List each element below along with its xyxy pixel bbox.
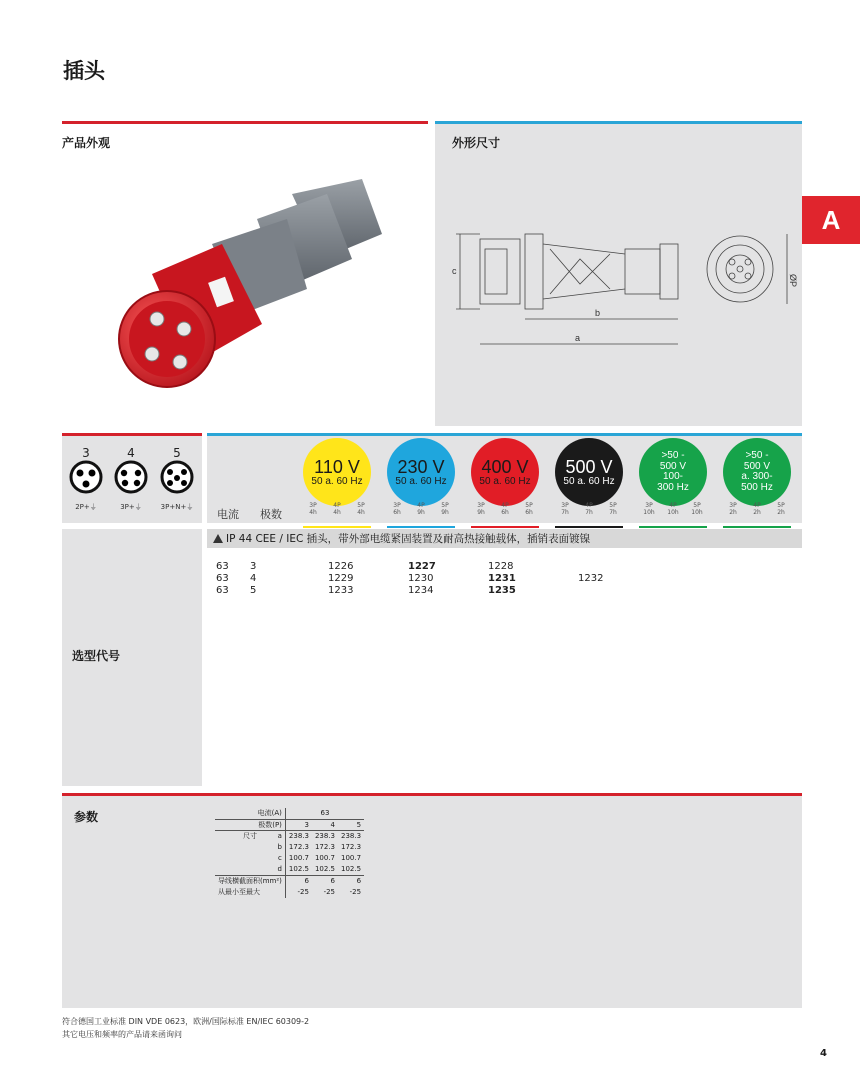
voltage-value: 500 V	[565, 456, 613, 477]
pole-count: 4	[127, 446, 135, 460]
param-dim-value: 100.7	[341, 854, 362, 863]
row-poles: 3	[250, 561, 257, 572]
dimension-drawing	[450, 224, 800, 374]
param-pole: 3	[285, 819, 312, 830]
hour-code: 10h	[667, 508, 679, 516]
footnote-2: 其它电压和频率的产品请来函询问	[62, 1030, 182, 1039]
warning-text: IP 44 CEE / IEC 插头，带外部电缆紧固装置及耐高热接触载体，插销表面镀镍	[226, 533, 591, 545]
pole-hour-label	[389, 503, 405, 517]
page-title: 插头	[63, 59, 105, 83]
voltage-color-bar	[723, 526, 791, 528]
appearance-label: 产品外观	[62, 136, 111, 150]
pole-4	[110, 446, 152, 512]
pole-hour-label	[521, 503, 537, 517]
page-number: 4	[820, 1048, 827, 1059]
voltage-value: 230 V	[397, 456, 445, 477]
pole-hour-label	[473, 503, 489, 517]
dim-p: ØP	[788, 274, 798, 288]
pole-3	[66, 446, 106, 512]
param-dim-value: 100.7	[314, 854, 335, 863]
row-poles: 4	[250, 573, 257, 584]
hour-code: 9h	[417, 508, 425, 516]
pole-code: 5P	[693, 502, 701, 509]
row-current: 63	[216, 561, 229, 572]
pole-code: 4P	[585, 502, 593, 509]
footnote-1: 符合德国工业标准 DIN VDE 0623，欧洲/国际标准 EN/IEC 60309-2	[62, 1017, 310, 1026]
pole-label: 2P+⏚	[75, 503, 97, 511]
hour-code: 7h	[561, 508, 569, 516]
order-code: 1231	[488, 573, 516, 584]
voltage-text: 300 Hz	[657, 481, 689, 493]
hour-code: 2h	[753, 508, 761, 516]
param-size-label: 尺寸	[243, 832, 257, 841]
param-pole: 5	[338, 819, 364, 830]
pole-code: 3P	[729, 502, 737, 509]
param-cross: 6	[330, 876, 335, 885]
param-poles-label: 极数(P)	[215, 819, 285, 830]
params-panel	[62, 793, 802, 1008]
param-current-label: 电流(A)	[215, 808, 285, 819]
warning-bar	[207, 529, 802, 548]
param-current-value: 63	[285, 808, 364, 819]
pole-hour-label	[557, 503, 573, 517]
pole-5	[154, 446, 200, 512]
dim-a: a	[575, 333, 581, 343]
hour-code: 10h	[691, 508, 703, 516]
pole-hour-label	[725, 503, 741, 517]
pole-code: 3P	[393, 502, 401, 509]
param-dim-key: a	[272, 830, 286, 841]
param-dim-key: b	[272, 842, 286, 853]
pole-hour-label	[497, 503, 513, 517]
param-dim-key: d	[272, 864, 286, 875]
selection-label: 选型代号	[72, 649, 121, 663]
param-range: -25	[323, 887, 335, 896]
row-current: 63	[216, 573, 229, 584]
pole-code: 5P	[357, 502, 365, 509]
pole-count: 5	[173, 446, 181, 460]
param-size-label	[215, 864, 272, 875]
voltage-text: 100-	[662, 471, 683, 482]
pole-3-icon	[69, 460, 103, 494]
order-code: 1233	[328, 585, 354, 596]
param-size-label	[215, 853, 272, 864]
order-code: 1226	[328, 561, 354, 572]
hour-code: 6h	[501, 508, 509, 516]
frequency-value: 50 a. 60 Hz	[479, 475, 531, 487]
order-code: 1227	[408, 561, 436, 572]
order-code: 1235	[488, 585, 516, 596]
voltage-circle	[471, 438, 539, 506]
order-code: 1234	[408, 585, 434, 596]
param-range: -25	[297, 887, 309, 896]
voltage-value: 110 V	[314, 456, 360, 477]
pole-hour-label	[305, 503, 321, 517]
hour-code: 7h	[585, 508, 593, 516]
hour-code: 9h	[441, 508, 449, 516]
params-label: 参数	[74, 810, 99, 824]
row-current: 63	[216, 585, 229, 596]
param-range: -25	[349, 887, 362, 896]
pole-hour-label	[413, 503, 429, 517]
param-dim-value: 102.5	[338, 864, 364, 875]
param-dim-value: 100.7	[288, 854, 309, 863]
voltage-text: 500 Hz	[741, 481, 773, 493]
hour-code: 6h	[393, 508, 401, 516]
pole-code: 3P	[645, 502, 653, 509]
dim-b: b	[595, 308, 601, 318]
hour-code: 4h	[357, 508, 365, 516]
hour-code: 9h	[477, 508, 485, 516]
voltage-text: >50 -	[661, 450, 685, 461]
pole-hour-label	[749, 503, 765, 517]
pole-hour-label	[353, 503, 369, 517]
param-dim-value: 172.3	[288, 843, 309, 852]
pole-hour-label	[641, 503, 657, 517]
hour-code: 10h	[643, 508, 655, 516]
pole-hour-label	[689, 503, 705, 517]
pole-hour-label	[665, 503, 681, 517]
pole-code: 5P	[777, 502, 785, 509]
pole-code: 4P	[501, 502, 509, 509]
param-dim-value: 172.3	[314, 843, 335, 852]
warning-icon	[213, 534, 223, 543]
current-header: 电流	[217, 508, 239, 521]
param-dim-value: 102.5	[285, 864, 312, 875]
order-code: 1232	[578, 573, 604, 584]
param-cross: 6	[304, 876, 309, 885]
order-code: 1228	[488, 561, 514, 572]
hour-code: 6h	[525, 508, 533, 516]
pole-5-icon	[160, 460, 194, 494]
pole-code: 5P	[525, 502, 533, 509]
pole-code: 5P	[609, 502, 617, 509]
frequency-value: 50 a. 60 Hz	[311, 475, 363, 487]
voltage-text: a. 300-	[741, 471, 773, 482]
pole-4-icon	[114, 460, 148, 494]
voltage-circle	[723, 438, 791, 506]
param-range-label: 从最小至最大	[215, 886, 285, 897]
param-dim-value: 238.3	[288, 832, 309, 841]
voltage-text: 500 V	[743, 460, 771, 472]
pole-hour-label	[581, 503, 597, 517]
voltage-color-bar	[555, 526, 623, 528]
params-table	[215, 808, 364, 898]
hour-code: 4h	[333, 508, 341, 516]
pole-code: 4P	[753, 502, 761, 509]
appearance-panel	[62, 121, 428, 426]
order-code: 1230	[408, 573, 434, 584]
voltage-text: 500 V	[659, 460, 687, 472]
frequency-value: 50 a. 60 Hz	[563, 475, 615, 487]
hour-code: 4h	[309, 508, 317, 516]
hour-code: 2h	[777, 508, 785, 516]
voltage-text: >50 -	[745, 450, 769, 461]
order-code: 1229	[328, 573, 354, 584]
voltage-circle	[303, 438, 371, 506]
pole-code: 3P	[561, 502, 569, 509]
param-dim-key: c	[272, 853, 286, 864]
plug-image	[112, 174, 412, 404]
poles-header: 极数	[260, 508, 282, 521]
dimensions-label: 外形尺寸	[452, 136, 501, 150]
pole-code: 4P	[417, 502, 425, 509]
pole-label: 3P+⏚	[120, 503, 142, 511]
param-size-label	[215, 842, 272, 853]
voltage-color-bar	[387, 526, 455, 528]
voltage-circle	[387, 438, 455, 506]
poles-panel	[62, 433, 202, 523]
hour-code: 2h	[729, 508, 737, 516]
pole-code: 4P	[333, 502, 341, 509]
voltage-circle	[555, 438, 623, 506]
voltage-color-bar	[303, 526, 371, 528]
section-tab[interactable]: A	[802, 196, 860, 244]
param-dim-value: 238.3	[314, 832, 335, 841]
param-pole: 4	[312, 819, 338, 830]
pole-hour-label	[437, 503, 453, 517]
voltage-value: 400 V	[481, 456, 529, 477]
param-dim-value: 172.3	[341, 843, 362, 852]
pole-count: 3	[82, 446, 90, 460]
param-cross-label: 导线横截面积(mm²)	[215, 875, 285, 886]
pole-code: 3P	[309, 502, 317, 509]
frequency-value: 50 a. 60 Hz	[395, 475, 447, 487]
dimensions-panel	[435, 121, 802, 426]
voltage-circle	[639, 438, 707, 506]
voltage-color-bar	[639, 526, 707, 528]
pole-hour-label	[329, 503, 345, 517]
pole-hour-label	[773, 503, 789, 517]
pole-hour-label	[605, 503, 621, 517]
param-cross: 6	[356, 876, 362, 885]
pole-code: 4P	[669, 502, 677, 509]
pole-code: 5P	[441, 502, 449, 509]
hour-code: 7h	[609, 508, 617, 516]
pole-label: 3P+N+⏚	[160, 503, 194, 511]
selection-label-panel	[62, 529, 202, 786]
pole-code: 3P	[477, 502, 485, 509]
param-dim-value: 238.3	[341, 832, 362, 841]
voltage-color-bar	[471, 526, 539, 528]
dim-c: c	[452, 266, 457, 276]
row-poles: 5	[250, 585, 257, 596]
param-dim-value: 102.5	[312, 864, 338, 875]
